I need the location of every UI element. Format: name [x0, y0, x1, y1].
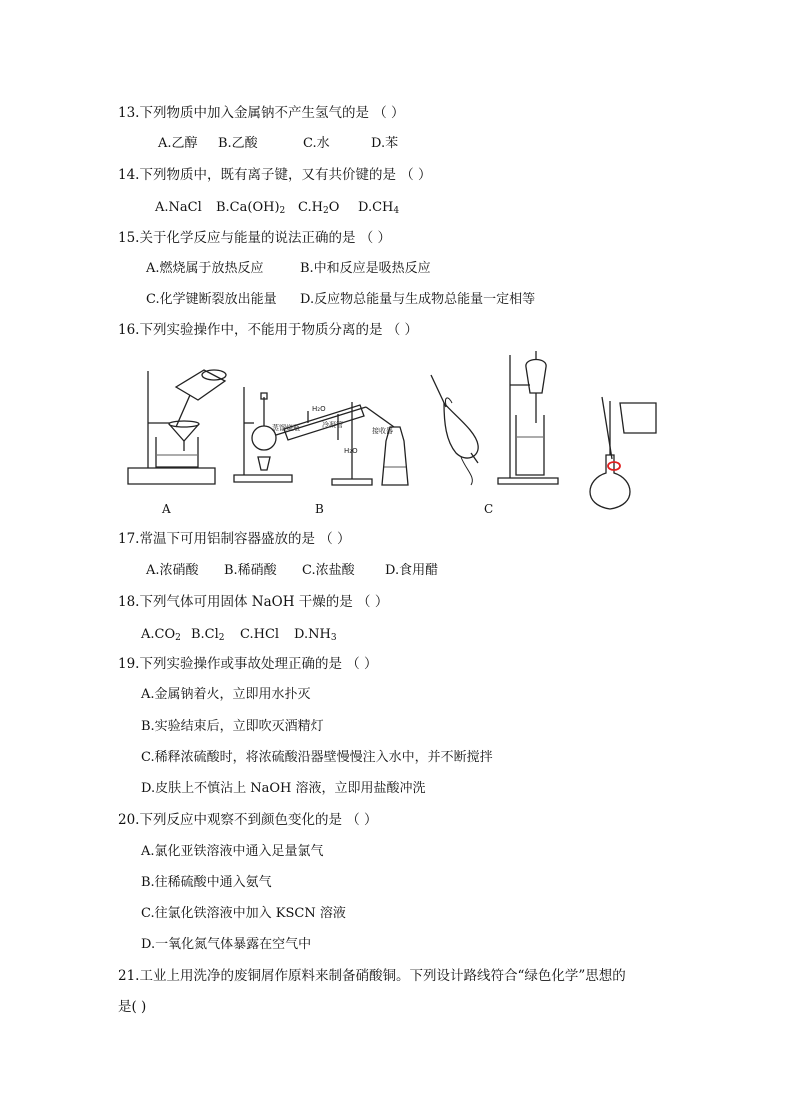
- fig-label-water-in: H₂O: [312, 405, 326, 413]
- question-18-stem: 18.下列气体可用固体 NaOH 干燥的是 （ ）: [118, 594, 389, 610]
- figure-label-b: B: [315, 502, 324, 516]
- q18-option-c: C.HCl: [240, 627, 280, 642]
- q19-option-b: B.实验结束后，立即吹灭酒精灯: [141, 719, 324, 734]
- q20-option-c: C.往氯化铁溶液中加入 KSCN 溶液: [141, 906, 346, 921]
- q19-option-d: D.皮肤上不慎沾上 NaOH 溶液，立即用盐酸冲洗: [141, 781, 426, 796]
- volumetric-flask-transfer: [590, 397, 656, 509]
- q17-option-a: A.浓硝酸: [146, 563, 199, 578]
- question-20-stem: 20.下列反应中观察不到颜色变化的是 （ ）: [118, 812, 378, 828]
- q17-option-b: B.稀硝酸: [224, 563, 277, 578]
- q13-option-b: B.乙酸: [218, 136, 258, 151]
- question-21-stem-cont: 是( ): [118, 999, 147, 1015]
- fig-label-flask: 蒸馏烧瓶: [272, 424, 300, 432]
- q19-option-a: A.金属钠着火，立即用水扑灭: [141, 687, 311, 702]
- lab-apparatus-figure: [126, 345, 666, 515]
- figure-label-c: C: [484, 502, 494, 516]
- separatory-funnel-handheld: [431, 375, 478, 485]
- q13-option-d: D.苯: [371, 136, 399, 151]
- q13-option-c: C.水: [303, 136, 330, 151]
- q18-option-b: $B.Cl_2$: [191, 627, 225, 643]
- filtration-apparatus: [128, 370, 226, 484]
- question-21-stem: 21.工业上用洗净的废铜屑作原料来制备硝酸铜。下列设计路线符合“绿色化学”思想的: [118, 968, 626, 984]
- question-15-stem: 15.关于化学反应与能量的说法正确的是 （ ）: [118, 230, 392, 246]
- figure-label-a: A: [162, 502, 171, 516]
- q20-option-a: A.氯化亚铁溶液中通入足量氯气: [141, 844, 324, 859]
- question-13-stem: 13.下列物质中加入金属钠不产生氢气的是 （ ）: [118, 105, 405, 121]
- q13-option-a: A.乙醇: [158, 136, 198, 151]
- q15-option-c: C.化学键断裂放出能量: [146, 292, 277, 307]
- fig-label-receiver: 接收器: [372, 427, 393, 435]
- q15-option-d: D.反应物总能量与生成物总能量一定相等: [300, 292, 536, 307]
- question-17-stem: 17.常温下可用铝制容器盛放的是 （ ）: [118, 531, 351, 547]
- q14-option-b: $B.Ca(OH)_2$: [216, 200, 286, 216]
- question-19-stem: 19.下列实验操作或事故处理正确的是 （ ）: [118, 656, 378, 672]
- fig-label-water-out: H₂O: [344, 447, 358, 455]
- q14-option-a: A.NaCl: [155, 200, 202, 215]
- funnel-on-stand: [498, 351, 558, 484]
- q17-option-c: C.浓盐酸: [302, 563, 355, 578]
- q17-option-d: D.食用醋: [385, 563, 439, 578]
- q15-option-a: A.燃烧属于放热反应: [146, 261, 264, 276]
- q20-option-b: B.往稀硫酸中通入氨气: [141, 875, 272, 890]
- q15-option-b: B.中和反应是吸热反应: [300, 261, 431, 276]
- q18-option-d: $D.NH_3$: [294, 627, 337, 643]
- q14-option-d: $D.CH_4$: [358, 200, 400, 216]
- distillation-apparatus: [234, 387, 408, 485]
- q18-option-a: $A.CO_2$: [141, 627, 181, 643]
- question-16-stem: 16.下列实验操作中，不能用于物质分离的是 （ ）: [118, 322, 419, 338]
- q19-option-c: C.稀释浓硫酸时，将浓硫酸沿器壁慢慢注入水中，并不断搅拌: [141, 750, 493, 765]
- q20-option-d: D.一氧化氮气体暴露在空气中: [141, 937, 312, 952]
- question-14-stem: 14.下列物质中，既有离子键，又有共价键的是 （ ）: [118, 167, 432, 183]
- fig-label-condenser: 冷凝管: [322, 421, 343, 429]
- q14-option-c: $C.H_2O$: [298, 200, 340, 216]
